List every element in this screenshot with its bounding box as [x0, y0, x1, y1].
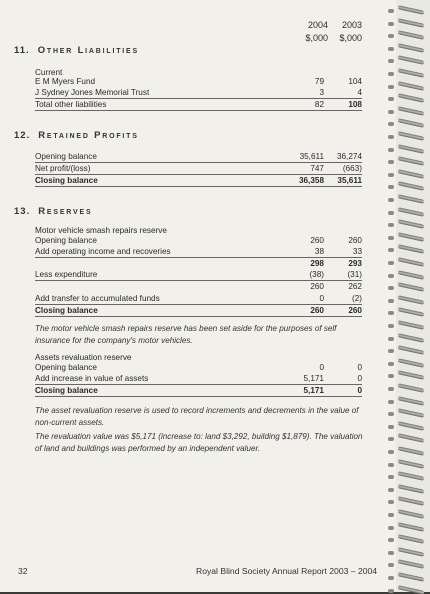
table-row-total [35, 385, 362, 397]
value-2004: 5,171 [303, 374, 324, 383]
punch-hole [388, 248, 394, 252]
value-2003: (2) [351, 294, 362, 303]
binding-ring [398, 308, 424, 318]
table-row-total [35, 175, 362, 187]
punch-hole [388, 412, 394, 416]
asset-reserve-note: The asset revaluation reserve is used to record increments and decrements in the value of non-current assets. [35, 406, 359, 427]
punch-hole [388, 286, 394, 290]
punch-hole [388, 513, 394, 517]
year-2004: 2004 [307, 20, 328, 30]
value-2003: 260 [348, 306, 362, 315]
punch-hole [388, 72, 394, 76]
section-number: 13. [14, 206, 31, 217]
binding-ring [398, 547, 424, 557]
value-2004: 5,171 [303, 386, 324, 395]
punch-hole [388, 85, 394, 89]
binding-ring [398, 383, 424, 393]
section-heading-retained-profits [14, 130, 139, 141]
unit-2003: $,000 [339, 33, 362, 43]
unit-2004: $,000 [305, 33, 328, 43]
binding-ring [398, 56, 424, 66]
binding-ring [398, 232, 424, 242]
punch-hole [388, 362, 394, 366]
binding-ring [398, 446, 424, 456]
punch-hole [388, 500, 394, 504]
value-2003: 0 [357, 386, 362, 395]
binding-ring [398, 68, 424, 78]
value-2003: 260 [348, 236, 362, 245]
value-2003: 293 [348, 259, 362, 268]
table-row [35, 163, 362, 175]
binding-ring [398, 497, 424, 507]
table-row-total [35, 305, 362, 317]
punch-hole [388, 173, 394, 177]
current-label: Current [35, 68, 63, 77]
punch-hole [388, 198, 394, 202]
row-label: Closing balance [35, 386, 98, 395]
binding-ring [398, 207, 424, 217]
punch-hole [388, 236, 394, 240]
binding-ring [398, 572, 424, 582]
binding-ring [398, 421, 424, 431]
binding-ring [398, 459, 424, 469]
value-2003: 0 [357, 363, 362, 372]
punch-hole [388, 324, 394, 328]
binding-ring [398, 295, 424, 305]
value-2003: 0 [357, 374, 362, 383]
row-label: Add transfer to accumulated funds [35, 294, 160, 303]
section-number: 12. [14, 130, 31, 141]
row-label: Total other liabilities [35, 100, 107, 109]
punch-hole [388, 274, 394, 278]
punch-hole [388, 299, 394, 303]
punch-hole [388, 185, 394, 189]
punch-hole [388, 400, 394, 404]
value-2003: 4 [357, 88, 362, 97]
table-row [35, 373, 362, 385]
binding-ring [398, 396, 424, 406]
section-title: Retained Profits [38, 130, 139, 141]
column-heading-2004 [298, 19, 328, 45]
value-2003: 36,274 [336, 152, 362, 161]
section-heading-other-liabilities [14, 45, 139, 56]
value-2004: 260 [310, 306, 324, 315]
punch-hole [388, 538, 394, 542]
row-label: Opening balance [35, 236, 97, 245]
binding-ring [398, 371, 424, 381]
row-label: Less expenditure [35, 270, 98, 279]
section-number: 11. [14, 45, 30, 56]
section-title: Reserves [38, 206, 93, 217]
year-2003: 2003 [341, 20, 362, 30]
punch-hole [388, 122, 394, 126]
table-row [35, 87, 362, 99]
punch-hole [388, 551, 394, 555]
spiral-binding [396, 0, 430, 592]
binding-ring [398, 408, 424, 418]
valuation-note: The revaluation value was $5,171 (increase to: land $3,292, building $1,879). The valuation of land and buildings was performed by an independent valuer. [35, 432, 363, 453]
row-label: E M Myers Fund [35, 77, 96, 86]
binding-ring [398, 131, 424, 141]
binding-ring [398, 30, 424, 40]
value-2004: 260 [310, 282, 324, 291]
binding-ring [398, 144, 424, 154]
punch-hole [388, 135, 394, 139]
table-row-subtotal [35, 281, 362, 292]
punch-hole [388, 463, 394, 467]
motor-reserve-heading: Motor vehicle smash repairs reserve [35, 226, 167, 235]
punch-hole [388, 526, 394, 530]
table-row-subtotal [35, 258, 362, 269]
punch-hole [388, 110, 394, 114]
row-label: Opening balance [35, 152, 97, 161]
binding-ring [398, 18, 424, 28]
punch-hole [388, 475, 394, 479]
value-2003: 35,611 [337, 176, 362, 185]
motor-reserve-note: The motor vehicle smash repairs reserve has been set aside for the purposes of self insurance for the company's motor vehicles. [35, 324, 337, 345]
punch-hole [388, 223, 394, 227]
section-heading-reserves [14, 206, 92, 217]
punch-hole [388, 47, 394, 51]
table-row [35, 76, 362, 87]
value-2003: (663) [342, 164, 362, 173]
table-row [35, 235, 362, 246]
row-label: Add operating income and recoveries [35, 247, 171, 256]
punch-hole [388, 488, 394, 492]
table-row [35, 246, 362, 258]
value-2004: 260 [310, 236, 324, 245]
binding-ring [398, 358, 424, 368]
binding-ring [398, 43, 424, 53]
punch-hole [388, 437, 394, 441]
value-2004: 3 [319, 88, 324, 97]
value-2004: 79 [314, 77, 324, 86]
binding-ring [398, 534, 424, 544]
punch-hole [388, 160, 394, 164]
value-2003: (31) [347, 270, 362, 279]
value-2004: 35,611 [299, 152, 324, 161]
punch-hole [388, 374, 394, 378]
punch-hole [388, 211, 394, 215]
binding-ring [398, 245, 424, 255]
value-2004: 747 [310, 164, 324, 173]
binding-ring [398, 345, 424, 355]
punch-hole [388, 148, 394, 152]
binding-ring [398, 169, 424, 179]
value-2004: 82 [314, 100, 324, 109]
table-row [35, 269, 362, 281]
punch-hole [388, 349, 394, 353]
page-number: 32 [18, 566, 28, 576]
value-2004: (38) [309, 270, 324, 279]
binding-ring [398, 182, 424, 192]
value-2003: 108 [348, 100, 362, 109]
punch-hole [388, 97, 394, 101]
row-label: J Sydney Jones Memorial Trust [35, 88, 150, 97]
punch-hole [388, 450, 394, 454]
row-label: Net profit/(loss) [35, 164, 91, 173]
binding-ring [398, 522, 424, 532]
binding-ring [398, 509, 424, 519]
value-2004: 36,358 [298, 176, 324, 185]
binding-ring [398, 81, 424, 91]
row-label: Closing balance [35, 176, 98, 185]
punch-hole [388, 311, 394, 315]
punch-hole [388, 576, 394, 580]
column-heading-2003 [332, 19, 362, 45]
binding-ring [398, 93, 424, 103]
binding-ring [398, 560, 424, 570]
table-row [35, 362, 362, 373]
binding-ring [398, 119, 424, 129]
table-row [35, 293, 362, 305]
punch-hole [388, 337, 394, 341]
report-title: Royal Blind Society Annual Report 2003 – 2004 [196, 566, 378, 576]
row-label: Opening balance [35, 363, 97, 372]
binding-ring [398, 333, 424, 343]
binding-ring [398, 484, 424, 494]
row-label: Closing balance [35, 306, 98, 315]
binding-ring [398, 320, 424, 330]
punch-hole [388, 22, 394, 26]
binding-ring [398, 471, 424, 481]
punch-hole [388, 425, 394, 429]
value-2004: 298 [310, 259, 324, 268]
value-2003: 262 [348, 282, 362, 291]
asset-reserve-heading: Assets revaluation reserve [35, 353, 132, 362]
binding-ring [398, 257, 424, 267]
punch-hole [388, 59, 394, 63]
binding-ring [398, 282, 424, 292]
punch-hole [388, 261, 394, 265]
binding-ring [398, 219, 424, 229]
table-row-total [35, 99, 362, 111]
binding-ring [398, 156, 424, 166]
row-label: Add increase in value of assets [35, 374, 149, 383]
binding-ring [398, 5, 424, 15]
section-title: Other Liabilities [37, 45, 139, 56]
value-2003: 33 [352, 247, 362, 256]
binding-ring [398, 270, 424, 280]
value-2003: 104 [348, 77, 362, 86]
punch-hole [388, 34, 394, 38]
value-2004: 0 [319, 363, 324, 372]
binding-ring [398, 585, 424, 594]
value-2004: 0 [319, 294, 324, 303]
punch-hole [388, 9, 394, 13]
binding-ring [398, 194, 424, 204]
punch-hole [388, 387, 394, 391]
binding-ring [398, 106, 424, 116]
binding-ring [398, 434, 424, 444]
table-row [35, 151, 362, 163]
value-2004: 38 [314, 247, 324, 256]
punch-hole [388, 563, 394, 567]
